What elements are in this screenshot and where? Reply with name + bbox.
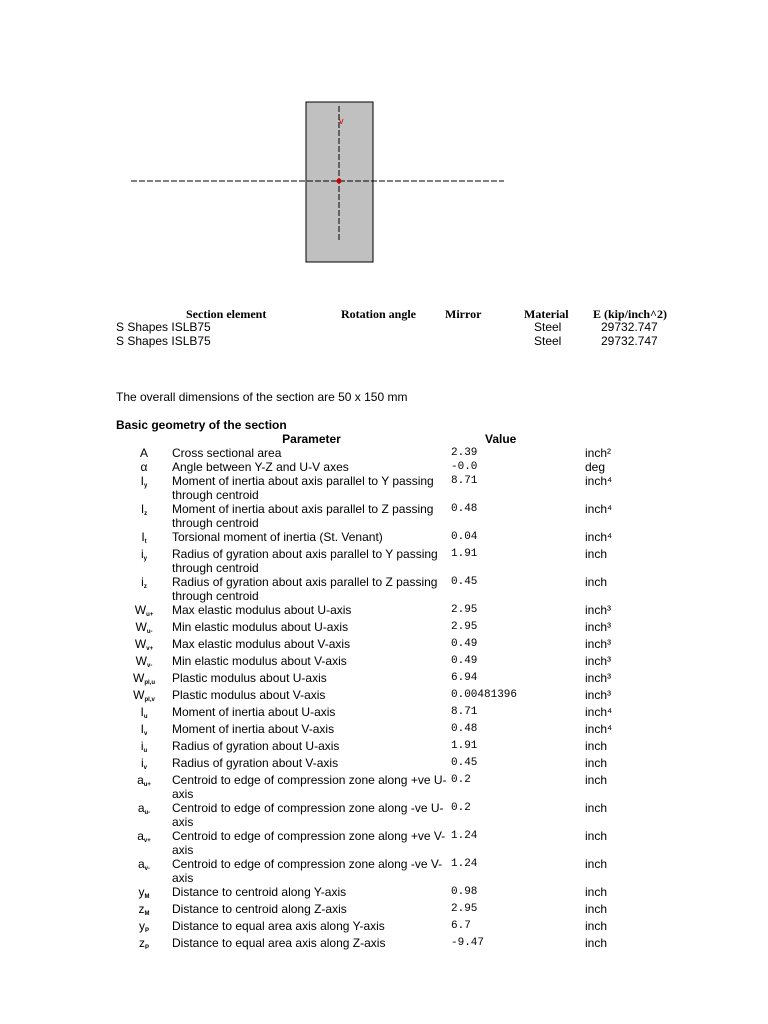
parameter-symbol (116, 474, 172, 502)
symbol-main: y (138, 885, 145, 899)
table-row (116, 919, 645, 936)
header-section-element: Section element (186, 307, 267, 321)
parameter-name: Min elastic modulus about V-axis (172, 654, 347, 668)
element-row-1-material: Steel (534, 320, 562, 334)
symbol-subscript: u- (146, 629, 153, 635)
parameter-unit: inch⁴ (585, 530, 613, 544)
parameter-value: 0.98 (451, 886, 478, 898)
symbol-main: z (138, 936, 145, 950)
parameter-symbol (116, 620, 172, 637)
parameter-name: Distance to centroid along Y-axis (172, 885, 347, 899)
parameter-symbol (116, 722, 172, 739)
parameter-name: Moment of inertia about U-axis (172, 705, 336, 719)
table-row (116, 857, 645, 885)
parameter-unit: inch⁴ (585, 474, 613, 488)
parameter-symbol (116, 688, 172, 705)
parameter-unit: deg (585, 460, 606, 474)
parameter-value: 8.71 (451, 475, 478, 487)
symbol-main: a (137, 773, 144, 787)
table-row (116, 460, 645, 474)
symbol-subscript: y (143, 556, 147, 562)
parameter-symbol (116, 603, 172, 620)
basic-geometry-table (116, 432, 645, 953)
parameter-symbol (116, 547, 172, 575)
symbol-subscript: z (143, 584, 147, 590)
parameter-name: Moment of inertia about axis parallel to Z passing through centroid (172, 502, 434, 530)
symbol-main: I (140, 502, 145, 516)
table-row (116, 575, 645, 603)
parameter-unit: inch³ (585, 654, 612, 668)
parameter-name: Radius of gyration about axis parallel to Y passing through centroid (172, 547, 438, 575)
parameter-name: Distance to equal area axis along Z-axis (172, 936, 386, 950)
parameter-value: 0.49 (451, 638, 478, 650)
v-axis-label: v (339, 116, 344, 126)
symbol-main: A (139, 446, 148, 460)
table-row (116, 603, 645, 620)
parameter-value: 1.24 (451, 858, 478, 870)
element-row-2-e: 29732.747 (601, 334, 658, 348)
parameter-value: 0.49 (451, 655, 478, 667)
parameter-value: 2.39 (451, 447, 478, 459)
parameter-value: 0.45 (451, 576, 478, 588)
parameter-name: Max elastic modulus about V-axis (172, 637, 351, 651)
table-row (116, 885, 645, 902)
table-row (116, 446, 645, 460)
symbol-main: a (137, 857, 145, 871)
overall-dimensions-note: The overall dimensions of the section are 50 x 150 mm (116, 390, 408, 404)
parameter-name: Centroid to edge of compression zone along +ve U-axis (172, 773, 447, 801)
element-row-2-section: S Shapes ISLB75 (116, 334, 211, 348)
parameter-unit: inch (585, 801, 608, 815)
parameter-unit: inch (585, 885, 608, 899)
parameter-name: Moment of inertia about axis parallel to Y passing through centroid (172, 474, 434, 502)
header-rotation-angle: Rotation angle (341, 307, 416, 321)
parameter-value: 0.2 (451, 802, 471, 814)
parameter-value: 0.48 (451, 503, 478, 515)
parameter-unit: inch³ (585, 620, 612, 634)
parameter-unit: inch (585, 756, 608, 770)
element-row-1-section: S Shapes ISLB75 (116, 320, 211, 334)
parameter-unit: inch (585, 919, 608, 933)
symbol-main: z (138, 902, 145, 916)
parameter-unit: inch⁴ (585, 502, 613, 516)
parameter-header: Parameter (282, 432, 341, 446)
parameter-value: 0.48 (451, 723, 478, 735)
parameter-name: Moment of inertia about V-axis (172, 722, 335, 736)
parameter-name: Radius of gyration about U-axis (172, 739, 340, 753)
parameter-unit: inch (585, 547, 608, 561)
symbol-main: α (140, 460, 148, 474)
symbol-subscript: M (144, 911, 150, 917)
symbol-subscript: t (144, 539, 147, 545)
symbol-main: W (135, 620, 147, 634)
symbol-main: y (138, 919, 145, 933)
parameter-symbol (116, 671, 172, 688)
parameter-symbol (116, 460, 172, 474)
parameter-name: Centroid to edge of compression zone along -ve V-axis (172, 857, 443, 885)
symbol-subscript: v- (144, 866, 151, 872)
table-row (116, 801, 645, 829)
parameter-name: Cross sectional area (172, 446, 282, 460)
table-row (116, 620, 645, 637)
parameter-symbol (116, 936, 172, 953)
section-diagram (0, 0, 768, 300)
table-header-row (116, 432, 645, 446)
symbol-main: I (141, 530, 145, 544)
centroid-marker (337, 179, 342, 184)
table-row (116, 654, 645, 671)
table-row (116, 688, 645, 705)
table-row (116, 474, 645, 502)
symbol-main: I (140, 474, 144, 488)
symbol-main: a (137, 829, 144, 843)
table-row (116, 637, 645, 654)
parameter-symbol (116, 885, 172, 902)
parameter-symbol (116, 801, 172, 829)
parameter-unit: inch (585, 902, 608, 916)
parameter-name: Distance to equal area axis along Y-axis (172, 919, 385, 933)
symbol-main: i (141, 575, 144, 589)
parameter-name: Min elastic modulus about U-axis (172, 620, 349, 634)
table-row (116, 773, 645, 801)
parameter-unit: inch⁴ (585, 705, 613, 719)
basic-geometry-title: Basic geometry of the section (116, 418, 287, 432)
symbol-subscript: M (144, 894, 150, 900)
element-row-1-e: 29732.747 (601, 320, 658, 334)
parameter-unit: inch³ (585, 637, 612, 651)
table-row (116, 739, 645, 756)
symbol-subscript: pl,u (144, 680, 155, 686)
parameter-value: 6.7 (451, 920, 471, 932)
parameter-name: Radius of gyration about V-axis (172, 756, 339, 770)
value-header: Value (485, 432, 517, 446)
symbol-subscript: z (144, 511, 148, 517)
table-row (116, 829, 645, 857)
symbol-subscript: v (143, 765, 147, 771)
parameter-unit: inch (585, 575, 608, 589)
parameter-value: -0.0 (451, 461, 478, 473)
symbol-main: W (133, 671, 145, 685)
parameter-symbol (116, 705, 172, 722)
symbol-main: i (140, 547, 144, 561)
parameter-symbol (116, 773, 172, 801)
parameter-unit: inch³ (585, 603, 612, 617)
symbol-main: I (140, 705, 144, 719)
symbol-subscript: v (144, 731, 148, 737)
table-row (116, 547, 645, 575)
parameter-name: Centroid to edge of compression zone along -ve U-axis (172, 801, 444, 829)
parameter-name: Torsional moment of inertia (St. Venant) (172, 530, 383, 544)
symbol-subscript: v+ (143, 838, 151, 844)
parameter-symbol (116, 575, 172, 603)
symbol-subscript: P (144, 945, 149, 951)
header-mirror: Mirror (445, 307, 482, 321)
symbol-main: W (134, 637, 147, 651)
header-e-modulus: E (kip/inch^2) (593, 307, 667, 321)
symbol-subscript: u+ (143, 782, 151, 788)
symbol-subscript: y (144, 483, 148, 489)
parameter-value: 8.71 (451, 706, 478, 718)
parameter-symbol (116, 902, 172, 919)
symbol-subscript: pl,v (144, 697, 155, 703)
parameter-symbol (116, 829, 172, 857)
header-material: Material (524, 307, 569, 321)
symbol-subscript: u (143, 714, 148, 720)
parameter-value: 0.45 (451, 757, 478, 769)
parameter-value: 1.24 (451, 830, 478, 842)
parameter-unit: inch³ (585, 688, 612, 702)
table-row (116, 671, 645, 688)
parameter-symbol (116, 446, 172, 460)
element-row-2-material: Steel (534, 334, 562, 348)
symbol-main: W (134, 603, 147, 617)
parameter-unit: inch² (585, 446, 612, 460)
symbol-main: W (133, 688, 145, 702)
symbol-subscript: v+ (146, 646, 154, 652)
parameter-symbol (116, 919, 172, 936)
parameter-value: 1.91 (451, 740, 478, 752)
symbol-subscript: P (144, 928, 149, 934)
parameter-unit: inch (585, 857, 608, 871)
parameter-value: 0.04 (451, 531, 478, 543)
table-row (116, 756, 645, 773)
parameter-name: Centroid to edge of compression zone along +ve V-axis (172, 829, 446, 857)
symbol-subscript: u- (144, 810, 151, 816)
parameter-unit: inch (585, 829, 608, 843)
parameter-symbol (116, 739, 172, 756)
symbol-subscript: u+ (146, 612, 154, 618)
parameter-unit: inch (585, 739, 608, 753)
table-row (116, 530, 645, 547)
parameter-symbol (116, 530, 172, 547)
parameter-name: Max elastic modulus about U-axis (172, 603, 352, 617)
parameter-name: Distance to centroid along Z-axis (172, 902, 347, 916)
parameter-unit: inch⁴ (585, 722, 613, 736)
parameter-unit: inch (585, 773, 608, 787)
parameter-value: 2.95 (451, 903, 478, 915)
parameter-symbol (116, 654, 172, 671)
parameter-symbol (116, 502, 172, 530)
parameter-value: -9.47 (451, 937, 485, 949)
parameter-name: Plastic modulus about U-axis (172, 671, 327, 685)
parameter-name: Radius of gyration about axis parallel to Z passing through centroid (172, 575, 438, 603)
parameter-name: Plastic modulus about V-axis (172, 688, 326, 702)
symbol-main: W (135, 654, 147, 668)
table-row (116, 902, 645, 919)
parameter-symbol (116, 756, 172, 773)
parameter-symbol (116, 637, 172, 654)
parameter-symbol (116, 857, 172, 885)
symbol-subscript: u (143, 748, 148, 754)
parameter-value: 2.95 (451, 621, 478, 633)
table-row (116, 936, 645, 953)
parameter-value: 6.94 (451, 672, 478, 684)
parameter-unit: inch³ (585, 671, 612, 685)
table-row (116, 722, 645, 739)
parameter-value: 0.2 (451, 774, 471, 786)
table-row (116, 502, 645, 530)
symbol-subscript: v- (146, 663, 153, 669)
symbol-main: i (140, 739, 144, 753)
symbol-main: I (140, 722, 144, 736)
parameter-value: 2.95 (451, 604, 478, 616)
parameter-value: 1.91 (451, 548, 478, 560)
symbol-main: i (140, 756, 144, 770)
parameter-value: 0.00481396 (451, 689, 518, 701)
table-row (116, 705, 645, 722)
parameter-name: Angle between Y-Z and U-V axes (172, 460, 349, 474)
symbol-main: a (137, 801, 145, 815)
parameter-unit: inch (585, 936, 608, 950)
